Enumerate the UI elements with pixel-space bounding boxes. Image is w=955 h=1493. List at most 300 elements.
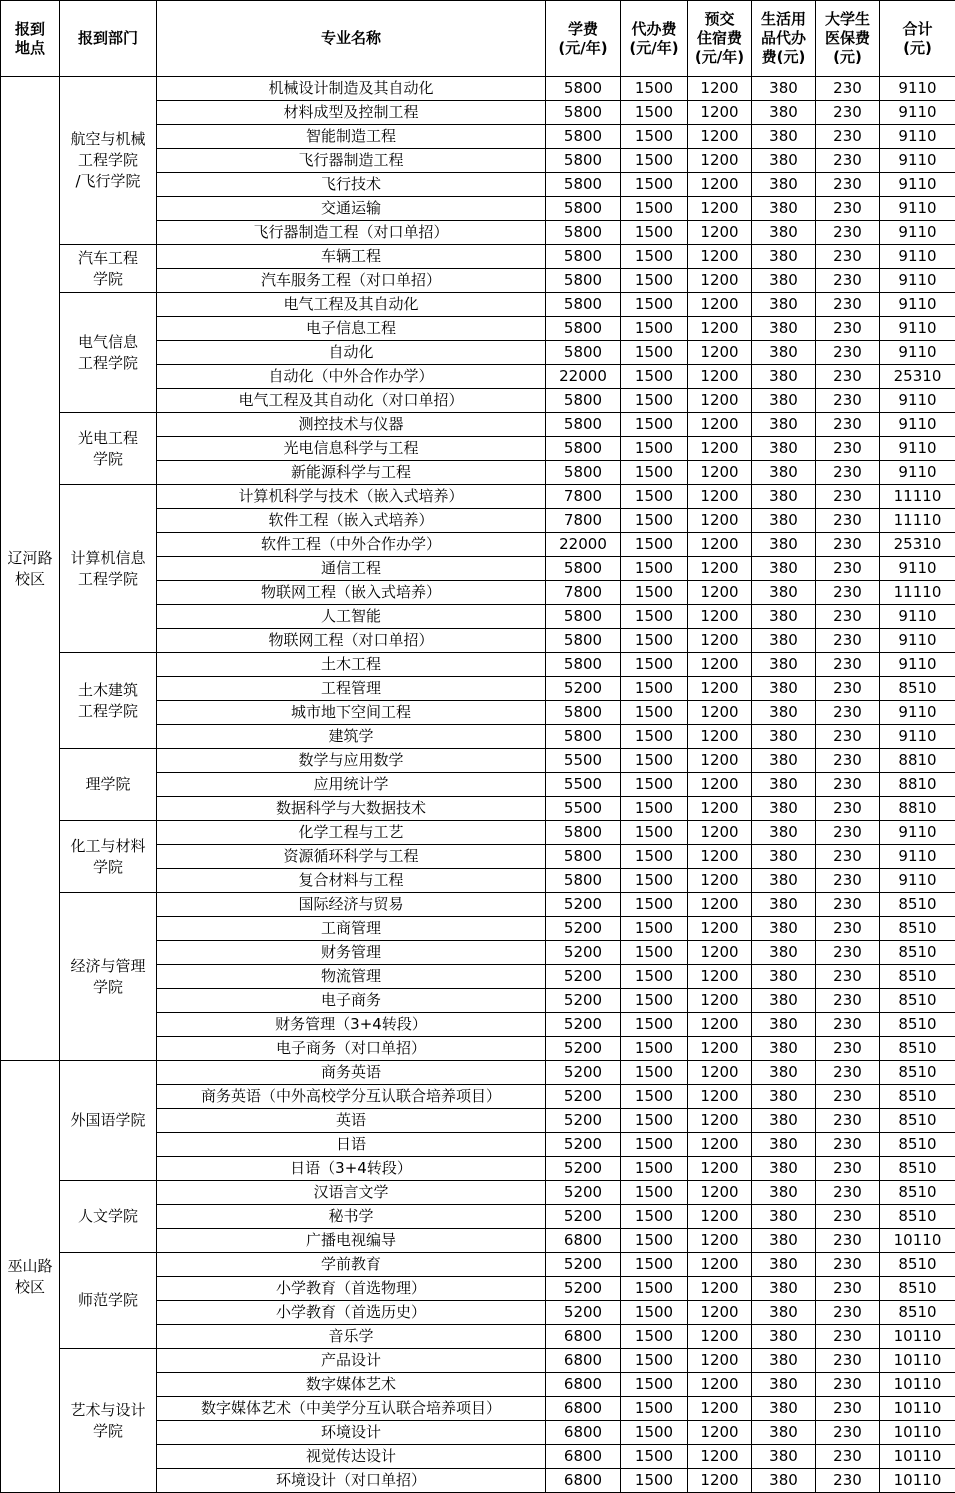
medical-fee-cell: 230 [816,461,880,485]
total-cell: 9110 [880,821,955,845]
major-name-cell: 财务管理（3+4转段） [157,1013,546,1037]
dorm-fee-cell: 1200 [688,653,752,677]
tuition-cell: 22000 [546,533,621,557]
agency-fee-cell: 1500 [621,1205,688,1229]
total-cell: 9110 [880,101,955,125]
total-cell: 9110 [880,125,955,149]
major-name-cell: 学前教育 [157,1253,546,1277]
total-cell: 8510 [880,1157,955,1181]
dorm-fee-cell: 1200 [688,917,752,941]
major-name-cell: 产品设计 [157,1349,546,1373]
tuition-cell: 5800 [546,845,621,869]
dorm-fee-cell: 1200 [688,389,752,413]
agency-fee-cell: 1500 [621,581,688,605]
tuition-cell: 5800 [546,173,621,197]
total-cell: 8510 [880,677,955,701]
dorm-fee-cell: 1200 [688,125,752,149]
tuition-cell: 6800 [546,1229,621,1253]
major-name-cell: 国际经济与贸易 [157,893,546,917]
major-name-cell: 机械设计制造及其自动化 [157,77,546,101]
header-department: 报到部门 [60,1,157,77]
dorm-fee-cell: 1200 [688,1253,752,1277]
agency-fee-cell: 1500 [621,1397,688,1421]
agency-fee-cell: 1500 [621,1301,688,1325]
supplies-fee-cell: 380 [752,1325,816,1349]
table-row [1,1181,955,1205]
agency-fee-cell: 1500 [621,725,688,749]
medical-fee-cell: 230 [816,101,880,125]
table-row [1,485,955,509]
medical-fee-cell: 230 [816,989,880,1013]
agency-fee-cell: 1500 [621,869,688,893]
agency-fee-cell: 1500 [621,1373,688,1397]
agency-fee-cell: 1500 [621,821,688,845]
tuition-cell: 5800 [546,101,621,125]
total-cell: 8810 [880,773,955,797]
major-name-cell: 英语 [157,1109,546,1133]
table-row [1,77,955,101]
dorm-fee-cell: 1200 [688,1085,752,1109]
major-name-cell: 广播电视编导 [157,1229,546,1253]
major-name-cell: 应用统计学 [157,773,546,797]
department-cell: 汽车工程 学院 [60,245,157,293]
dorm-fee-cell: 1200 [688,629,752,653]
tuition-cell: 7800 [546,509,621,533]
department-cell: 土木建筑 工程学院 [60,653,157,749]
total-cell: 9110 [880,317,955,341]
agency-fee-cell: 1500 [621,797,688,821]
agency-fee-cell: 1500 [621,773,688,797]
major-name-cell: 建筑学 [157,725,546,749]
total-cell: 9110 [880,293,955,317]
tuition-cell: 6800 [546,1397,621,1421]
medical-fee-cell: 230 [816,1421,880,1445]
agency-fee-cell: 1500 [621,1349,688,1373]
agency-fee-cell: 1500 [621,149,688,173]
supplies-fee-cell: 380 [752,1085,816,1109]
major-name-cell: 城市地下空间工程 [157,701,546,725]
total-cell: 9110 [880,845,955,869]
supplies-fee-cell: 380 [752,77,816,101]
supplies-fee-cell: 380 [752,725,816,749]
dorm-fee-cell: 1200 [688,845,752,869]
dorm-fee-cell: 1200 [688,1181,752,1205]
tuition-cell: 5800 [546,341,621,365]
medical-fee-cell: 230 [816,1469,880,1493]
medical-fee-cell: 230 [816,413,880,437]
total-cell: 9110 [880,341,955,365]
supplies-fee-cell: 380 [752,485,816,509]
total-cell: 25310 [880,533,955,557]
supplies-fee-cell: 380 [752,1205,816,1229]
dorm-fee-cell: 1200 [688,461,752,485]
supplies-fee-cell: 380 [752,293,816,317]
dorm-fee-cell: 1200 [688,1205,752,1229]
medical-fee-cell: 230 [816,1373,880,1397]
major-name-cell: 飞行器制造工程（对口单招） [157,221,546,245]
total-cell: 10110 [880,1397,955,1421]
header-supplies-fee: 生活用 品代办 费(元) [752,1,816,77]
major-name-cell: 日语（3+4转段） [157,1157,546,1181]
supplies-fee-cell: 380 [752,101,816,125]
medical-fee-cell: 230 [816,1325,880,1349]
supplies-fee-cell: 380 [752,605,816,629]
agency-fee-cell: 1500 [621,1037,688,1061]
major-name-cell: 电子商务（对口单招） [157,1037,546,1061]
total-cell: 8510 [880,1061,955,1085]
supplies-fee-cell: 380 [752,389,816,413]
department-cell: 人文学院 [60,1181,157,1253]
dorm-fee-cell: 1200 [688,893,752,917]
total-cell: 25310 [880,365,955,389]
dorm-fee-cell: 1200 [688,365,752,389]
supplies-fee-cell: 380 [752,1301,816,1325]
major-name-cell: 软件工程（嵌入式培养） [157,509,546,533]
department-cell: 电气信息 工程学院 [60,293,157,413]
table-row [1,653,955,677]
major-name-cell: 工商管理 [157,917,546,941]
agency-fee-cell: 1500 [621,125,688,149]
total-cell: 9110 [880,557,955,581]
medical-fee-cell: 230 [816,581,880,605]
major-name-cell: 复合材料与工程 [157,869,546,893]
agency-fee-cell: 1500 [621,437,688,461]
tuition-cell: 6800 [546,1373,621,1397]
dorm-fee-cell: 1200 [688,509,752,533]
dorm-fee-cell: 1200 [688,437,752,461]
agency-fee-cell: 1500 [621,197,688,221]
tuition-cell: 5200 [546,1109,621,1133]
supplies-fee-cell: 380 [752,557,816,581]
dorm-fee-cell: 1200 [688,1445,752,1469]
dorm-fee-cell: 1200 [688,533,752,557]
agency-fee-cell: 1500 [621,749,688,773]
supplies-fee-cell: 380 [752,773,816,797]
total-cell: 8510 [880,1037,955,1061]
major-name-cell: 数据科学与大数据技术 [157,797,546,821]
supplies-fee-cell: 380 [752,173,816,197]
dorm-fee-cell: 1200 [688,197,752,221]
tuition-cell: 22000 [546,365,621,389]
dorm-fee-cell: 1200 [688,317,752,341]
major-name-cell: 交通运输 [157,197,546,221]
major-name-cell: 通信工程 [157,557,546,581]
total-cell: 10110 [880,1445,955,1469]
dorm-fee-cell: 1200 [688,1397,752,1421]
agency-fee-cell: 1500 [621,1445,688,1469]
campus-cell: 巫山路 校区 [1,1061,60,1493]
medical-fee-cell: 230 [816,557,880,581]
header-dorm-fee: 预交 住宿费 (元/年) [688,1,752,77]
dorm-fee-cell: 1200 [688,1037,752,1061]
total-cell: 10110 [880,1373,955,1397]
supplies-fee-cell: 380 [752,677,816,701]
agency-fee-cell: 1500 [621,77,688,101]
medical-fee-cell: 230 [816,365,880,389]
medical-fee-cell: 230 [816,1445,880,1469]
supplies-fee-cell: 380 [752,437,816,461]
total-cell: 9110 [880,413,955,437]
agency-fee-cell: 1500 [621,1109,688,1133]
tuition-cell: 6800 [546,1325,621,1349]
header-row [1,1,955,77]
medical-fee-cell: 230 [816,821,880,845]
major-name-cell: 人工智能 [157,605,546,629]
supplies-fee-cell: 380 [752,221,816,245]
department-cell: 师范学院 [60,1253,157,1349]
agency-fee-cell: 1500 [621,1325,688,1349]
supplies-fee-cell: 380 [752,1445,816,1469]
total-cell: 9110 [880,77,955,101]
medical-fee-cell: 230 [816,869,880,893]
tuition-cell: 5200 [546,1013,621,1037]
total-cell: 8510 [880,893,955,917]
total-cell: 10110 [880,1325,955,1349]
major-name-cell: 音乐学 [157,1325,546,1349]
total-cell: 9110 [880,245,955,269]
medical-fee-cell: 230 [816,1277,880,1301]
major-name-cell: 光电信息科学与工程 [157,437,546,461]
medical-fee-cell: 230 [816,1229,880,1253]
tuition-cell: 5800 [546,125,621,149]
tuition-cell: 5200 [546,965,621,989]
tuition-cell: 7800 [546,485,621,509]
major-name-cell: 电子商务 [157,989,546,1013]
tuition-cell: 5200 [546,1037,621,1061]
dorm-fee-cell: 1200 [688,869,752,893]
major-name-cell: 汽车服务工程（对口单招） [157,269,546,293]
total-cell: 8510 [880,1181,955,1205]
dorm-fee-cell: 1200 [688,941,752,965]
dorm-fee-cell: 1200 [688,341,752,365]
dorm-fee-cell: 1200 [688,821,752,845]
dorm-fee-cell: 1200 [688,1109,752,1133]
major-name-cell: 小学教育（首选历史） [157,1301,546,1325]
supplies-fee-cell: 380 [752,1037,816,1061]
medical-fee-cell: 230 [816,1037,880,1061]
department-cell: 化工与材料 学院 [60,821,157,893]
total-cell: 9110 [880,653,955,677]
total-cell: 9110 [880,701,955,725]
tuition-cell: 5200 [546,1133,621,1157]
total-cell: 8510 [880,1205,955,1229]
agency-fee-cell: 1500 [621,1277,688,1301]
tuition-cell: 5200 [546,1205,621,1229]
dorm-fee-cell: 1200 [688,773,752,797]
agency-fee-cell: 1500 [621,1157,688,1181]
table-row [1,245,955,269]
tuition-cell: 5200 [546,1085,621,1109]
agency-fee-cell: 1500 [621,317,688,341]
supplies-fee-cell: 380 [752,1277,816,1301]
supplies-fee-cell: 380 [752,701,816,725]
dorm-fee-cell: 1200 [688,605,752,629]
supplies-fee-cell: 380 [752,869,816,893]
total-cell: 9110 [880,197,955,221]
dorm-fee-cell: 1200 [688,1133,752,1157]
tuition-cell: 5800 [546,461,621,485]
agency-fee-cell: 1500 [621,605,688,629]
supplies-fee-cell: 380 [752,269,816,293]
medical-fee-cell: 230 [816,269,880,293]
medical-fee-cell: 230 [816,917,880,941]
agency-fee-cell: 1500 [621,1061,688,1085]
tuition-cell: 5200 [546,1061,621,1085]
total-cell: 10110 [880,1349,955,1373]
department-cell: 艺术与设计 学院 [60,1349,157,1493]
major-name-cell: 数字媒体艺术（中美学分互认联合培养项目） [157,1397,546,1421]
tuition-cell: 5800 [546,245,621,269]
agency-fee-cell: 1500 [621,485,688,509]
supplies-fee-cell: 380 [752,245,816,269]
tuition-cell: 5800 [546,269,621,293]
major-name-cell: 计算机科学与技术（嵌入式培养） [157,485,546,509]
agency-fee-cell: 1500 [621,845,688,869]
agency-fee-cell: 1500 [621,1229,688,1253]
dorm-fee-cell: 1200 [688,101,752,125]
major-name-cell: 资源循环科学与工程 [157,845,546,869]
major-name-cell: 飞行器制造工程 [157,149,546,173]
medical-fee-cell: 230 [816,845,880,869]
major-name-cell: 材料成型及控制工程 [157,101,546,125]
supplies-fee-cell: 380 [752,821,816,845]
medical-fee-cell: 230 [816,701,880,725]
table-row [1,1349,955,1373]
tuition-cell: 5800 [546,413,621,437]
tuition-cell: 5800 [546,389,621,413]
major-name-cell: 工程管理 [157,677,546,701]
major-name-cell: 财务管理 [157,941,546,965]
tuition-cell: 6800 [546,1349,621,1373]
total-cell: 9110 [880,149,955,173]
total-cell: 9110 [880,629,955,653]
major-name-cell: 自动化（中外合作办学） [157,365,546,389]
major-name-cell: 智能制造工程 [157,125,546,149]
total-cell: 8510 [880,1133,955,1157]
tuition-cell: 5800 [546,149,621,173]
dorm-fee-cell: 1200 [688,269,752,293]
total-cell: 11110 [880,509,955,533]
agency-fee-cell: 1500 [621,557,688,581]
dorm-fee-cell: 1200 [688,581,752,605]
tuition-cell: 5200 [546,1181,621,1205]
agency-fee-cell: 1500 [621,413,688,437]
supplies-fee-cell: 380 [752,149,816,173]
table-row [1,413,955,437]
medical-fee-cell: 230 [816,509,880,533]
total-cell: 9110 [880,605,955,629]
agency-fee-cell: 1500 [621,1013,688,1037]
total-cell: 9110 [880,725,955,749]
header-tuition: 学费 (元/年) [546,1,621,77]
dorm-fee-cell: 1200 [688,245,752,269]
tuition-cell: 5800 [546,197,621,221]
dorm-fee-cell: 1200 [688,149,752,173]
major-name-cell: 秘书学 [157,1205,546,1229]
dorm-fee-cell: 1200 [688,1277,752,1301]
tuition-cell: 5800 [546,653,621,677]
medical-fee-cell: 230 [816,389,880,413]
total-cell: 8510 [880,1109,955,1133]
supplies-fee-cell: 380 [752,197,816,221]
medical-fee-cell: 230 [816,1253,880,1277]
medical-fee-cell: 230 [816,1349,880,1373]
total-cell: 8510 [880,965,955,989]
total-cell: 8510 [880,941,955,965]
medical-fee-cell: 230 [816,221,880,245]
agency-fee-cell: 1500 [621,1421,688,1445]
total-cell: 9110 [880,269,955,293]
supplies-fee-cell: 380 [752,1373,816,1397]
major-name-cell: 小学教育（首选物理） [157,1277,546,1301]
tuition-cell: 5800 [546,629,621,653]
tuition-cell: 6800 [546,1421,621,1445]
total-cell: 9110 [880,173,955,197]
tuition-cell: 5500 [546,749,621,773]
agency-fee-cell: 1500 [621,173,688,197]
agency-fee-cell: 1500 [621,365,688,389]
agency-fee-cell: 1500 [621,653,688,677]
medical-fee-cell: 230 [816,1157,880,1181]
major-name-cell: 软件工程（中外合作办学） [157,533,546,557]
dorm-fee-cell: 1200 [688,1301,752,1325]
department-cell: 理学院 [60,749,157,821]
medical-fee-cell: 230 [816,197,880,221]
total-cell: 8810 [880,749,955,773]
total-cell: 11110 [880,581,955,605]
major-name-cell: 新能源科学与工程 [157,461,546,485]
dorm-fee-cell: 1200 [688,173,752,197]
dorm-fee-cell: 1200 [688,1325,752,1349]
medical-fee-cell: 230 [816,341,880,365]
dorm-fee-cell: 1200 [688,77,752,101]
tuition-cell: 5800 [546,317,621,341]
agency-fee-cell: 1500 [621,101,688,125]
medical-fee-cell: 230 [816,1133,880,1157]
tuition-cell: 5800 [546,293,621,317]
medical-fee-cell: 230 [816,605,880,629]
dorm-fee-cell: 1200 [688,293,752,317]
major-name-cell: 日语 [157,1133,546,1157]
tuition-cell: 5800 [546,437,621,461]
dorm-fee-cell: 1200 [688,1013,752,1037]
major-name-cell: 自动化 [157,341,546,365]
table-row [1,749,955,773]
medical-fee-cell: 230 [816,1061,880,1085]
agency-fee-cell: 1500 [621,701,688,725]
supplies-fee-cell: 380 [752,917,816,941]
tuition-cell: 5200 [546,1277,621,1301]
dorm-fee-cell: 1200 [688,1349,752,1373]
table-row [1,1061,955,1085]
supplies-fee-cell: 380 [752,1421,816,1445]
supplies-fee-cell: 380 [752,797,816,821]
total-cell: 8510 [880,1301,955,1325]
tuition-cell: 7800 [546,581,621,605]
tuition-cell: 5800 [546,605,621,629]
medical-fee-cell: 230 [816,533,880,557]
header-major: 专业名称 [157,1,546,77]
agency-fee-cell: 1500 [621,221,688,245]
major-name-cell: 环境设计（对口单招） [157,1469,546,1493]
dorm-fee-cell: 1200 [688,989,752,1013]
agency-fee-cell: 1500 [621,269,688,293]
major-name-cell: 土木工程 [157,653,546,677]
dorm-fee-cell: 1200 [688,1061,752,1085]
major-name-cell: 物联网工程（对口单招） [157,629,546,653]
dorm-fee-cell: 1200 [688,413,752,437]
total-cell: 8510 [880,917,955,941]
